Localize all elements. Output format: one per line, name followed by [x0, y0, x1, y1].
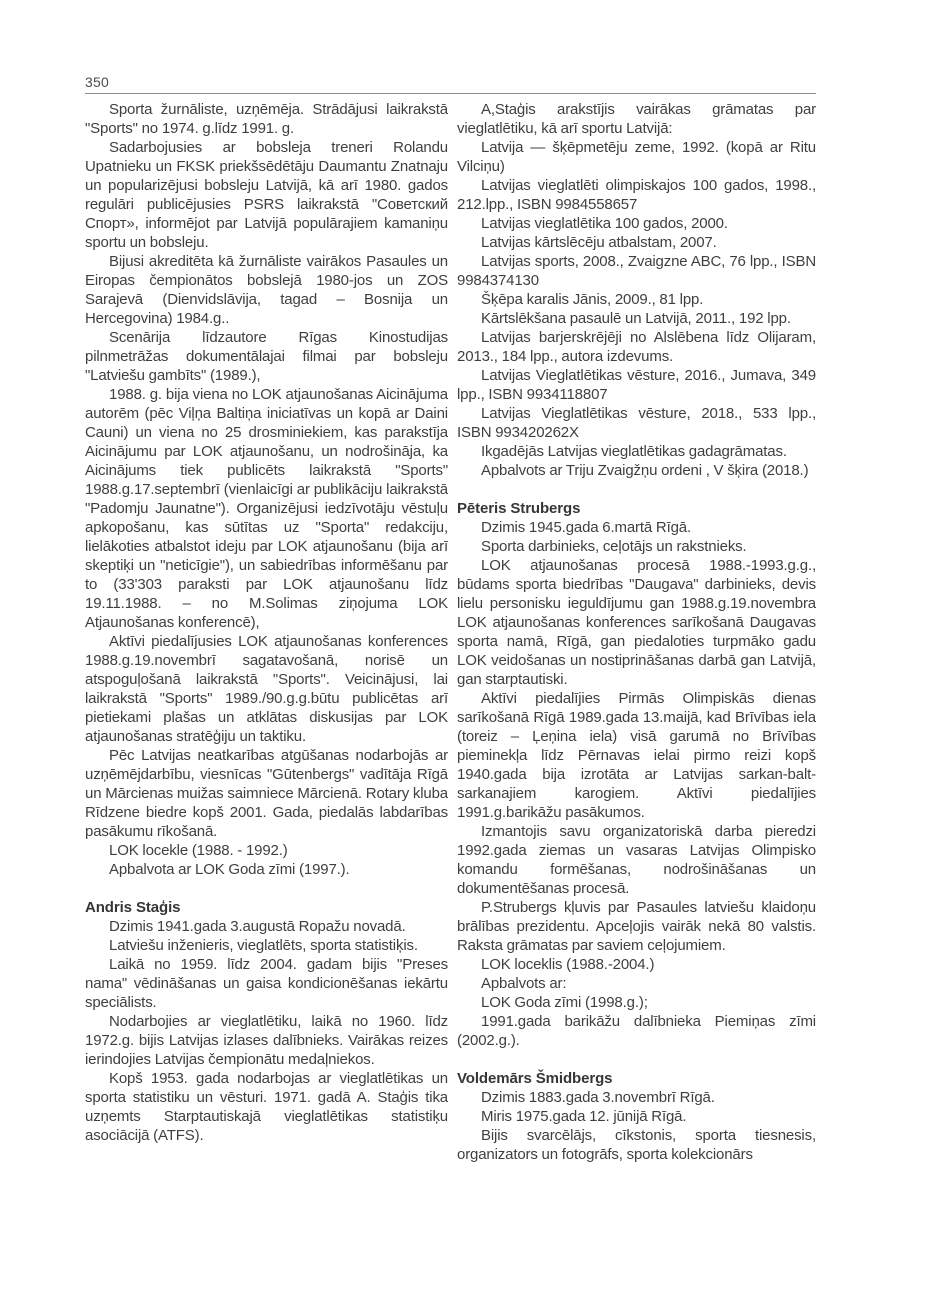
paragraph: Scenārija līdzautore Rīgas Kinostudijas pilnmetrāžas dokumentālajai filmai par bobsleju "Latviešu gambīts" (1989.), [85, 329, 448, 384]
paragraph: A,Staģis arakstījis vairākas grāmatas par vieglatlētiku, kā arī sportu Latvijā: [457, 101, 816, 137]
paragraph: LOK loceklis (1988.-2004.) [481, 956, 655, 973]
paragraph: P.Strubergs kļuvis par Pasaules latviešu klaidoņu brālības prezidentu. Apceļojis vairāk nekā 80 valstis. Raksta grāmatas par saviem ceļojumiem. [457, 899, 816, 954]
book-page [0, 74, 930, 1164]
paragraph: Dzimis 1883.gada 3.novembrī Rīgā. [481, 1089, 715, 1106]
paragraph: Aktīvi piedalījies Pirmās Olimpiskās dienas sarīkošanā Rīgā 1989.gada 13.maijā, kad Brīvības iela (toreiz – Ļeņina iela) visā garumā no Brīvības pieminekļa līdz Pērnavas ielai pirmo reizi kopš 1940.gada bija izrotāta ar Latvijas sarkan-balt-sarkanajiem karogiem. Aktīvi piedalījies 1991.g.barikāžu pasākumos. [457, 690, 816, 821]
paragraph: Sporta darbinieks, ceļotājs un rakstnieks. [481, 538, 747, 555]
paragraph: LOK atjaunošanas procesā 1988.-1993.g.g., būdams sporta biedrības "Daugava" darbinieks, devis lielu personisku ieguldījumu gan 1988.g.19.novembra LOK atjaunošanas konferences sarīkošanā Daugavas sporta namā, Rīgā, gan piedaloties turpmāko gadu LOK veidošanas un nostiprināšanas darbā gan Latvijā, gan starptautiski. [457, 557, 816, 688]
paragraph: Apbalvots ar Triju Zvaigžņu ordeni , V šķira (2018.) [481, 462, 809, 479]
book-list-item: Latvijas vieglatlēti olimpiskajos 100 gados, 1998., 212.lpp., ISBN 9984558657 [457, 177, 816, 213]
paragraph: Bijusi akreditēta kā žurnāliste vairākos Pasaules un Eiropas čempionātos bobslejā 1980-jos un ZOS Sarajevā (Dienvidslāvija, tagad – Bosnija un Hercegovina) 1984.g.. [85, 253, 448, 327]
book-list-item: Latvijas Vieglatlētikas vēsture, 2018., 533 lpp., ISBN 993420262X [457, 405, 816, 441]
book-list-item: Latvijas kārtslēcēju atbalstam, 2007. [481, 234, 717, 251]
paragraph: Miris 1975.gada 12. jūnijā Rīgā. [481, 1108, 687, 1125]
right-column [457, 100, 816, 1164]
paragraph: Dzimis 1945.gada 6.martā Rīgā. [481, 519, 692, 536]
left-column [85, 100, 448, 1164]
page-content [85, 100, 816, 1164]
book-list-item: Latvijas vieglatlētika 100 gados, 2000. [481, 215, 728, 232]
paragraph: 1991.gada barikāžu dalībnieka Piemiņas zīmi (2002.g.). [457, 1013, 816, 1049]
person-heading-voldemars-smidbergs: Voldemārs Šmidbergs [457, 1070, 613, 1087]
paragraph: Sadarbojusies ar bobsleja treneri Rolandu Upatnieku un FKSK priekšsēdētāju Daumantu Znatnaju un popularizējusi bobsleju Latvijā, kā arī 1980. gados regulāri publicējusies PSRS laikrakstā "Советский Спорт», informējot par Latvijā populārajiem kamaniņu sportu un bobsleju. [85, 139, 448, 251]
paragraph: Bijis svarcēlājs, cīkstonis, sporta tiesnesis, organizators un fotogrāfs, sporta kolekcionārs [457, 1127, 816, 1163]
book-list-item: Kārtslēkšana pasaulē un Latvijā, 2011., 192 lpp. [481, 310, 791, 327]
book-list-item: Latvijas sports, 2008., Zvaigzne ABC, 76 lpp., ISBN 9984374130 [457, 253, 816, 289]
paragraph: Apbalvots ar: [481, 975, 567, 992]
book-list-item: Latvijas Vieglatlētikas vēsture, 2016., Jumava, 349 lpp., ISBN 9934118807 [457, 367, 816, 403]
book-list-item: Latvijas barjerskrējēji no Alslēbena līdz Olijaram, 2013., 184 lpp., autora izdevums. [457, 329, 816, 365]
book-list-item: Latvija — šķēpmetēju zeme, 1992. (kopā ar Ritu Vilciņu) [457, 139, 816, 175]
person-heading-andris-stagis: Andris Staģis [85, 899, 181, 916]
paragraph: Laikā no 1959. līdz 2004. gadam bijis "Preses nama" vēdināšanas un gaisa kondicionēšanas iekārtu speciālists. [85, 956, 448, 1011]
paragraph: Apbalvota ar LOK Goda zīmi (1997.). [109, 861, 350, 878]
paragraph: Nodarbojies ar vieglatlētiku, laikā no 1960. līdz 1972.g. bijis Latvijas izlases dalībnieks. Vairākas reizes ierindojies Latvijas čempionātu medaļniekos. [85, 1013, 448, 1068]
paragraph: Ikgadējās Latvijas vieglatlētikas gadagrāmatas. [481, 443, 787, 460]
paragraph: Kopš 1953. gada nodarbojas ar vieglatlētikas un sporta statistiku un vēsturi. 1971. gadā A. Staģis tika uzņemts Starptautiskajā vieglatlētikas statistiķu asociācijā (ATFS). [85, 1070, 448, 1144]
paragraph: 1988. g. bija viena no LOK atjaunošanas Aicinājuma autorēm (pēc Viļņa Baltiņa iniciatīvas un kopā ar Daini Cauni) un viena no 25 drosminiekiem, kas parakstīja Aicinājumu par LOK atjaunošanu, un nodrošināja, ka Aicinājums tiek publicēts laikrakstā "Sports" 1988.g.17.septembrī (vienlaicīgi ar publikāciju laikrakstā "Padomju Jaunatne"). Organizējusi iedzīvotāju vēstuļu apkopošanu, kas sūtītas uz "Sporta" redakciju, lielākoties atbalstot ideju par LOK atjaunošanu (bija arī skeptiķi un "neticīgie"), un sabiedrības informēšanu par to (33'303 paraksti par LOK atjaunošanu līdz 19.11.1988. – no M.Solimas ziņojuma LOK Atjaunošanas konferencē), [85, 386, 448, 631]
paragraph: LOK Goda zīmi (1998.g.); [481, 994, 648, 1011]
paragraph: Latviešu inženieris, vieglatlēts, sporta statistiķis. [109, 937, 418, 954]
paragraph: LOK locekle (1988. - 1992.) [109, 842, 288, 859]
paragraph: Dzimis 1941.gada 3.augustā Ropažu novadā. [109, 918, 406, 935]
paragraph: Sporta žurnāliste, uzņēmēja. Strādājusi laikrakstā "Sports" no 1974. g.līdz 1991. g. [85, 101, 448, 137]
page-header [85, 74, 816, 94]
book-list-item: Šķēpa karalis Jānis, 2009., 81 lpp. [481, 291, 704, 308]
person-heading-peteris-strubergs: Pēteris Strubergs [457, 500, 581, 517]
paragraph: Izmantojis savu organizatoriskā darba pieredzi 1992.gada ziemas un vasaras Latvijas Olimpisko komandu formēšanas, nodrošināšanas un dokumentēšanas procesā. [457, 823, 816, 897]
paragraph: Aktīvi piedalījusies LOK atjaunošanas konferences 1988.g.19.novembrī sagatavošanā, norisē un atspoguļošanā laikrakstā "Sports". Veicinājusi, lai laikrakstā "Sports" 1989./90.g.g.būtu publicētas arī pietiekami plašas un atklātas diskusijas par LOK atjaunošanas stratēģiju un taktiku. [85, 633, 448, 745]
paragraph: Pēc Latvijas neatkarības atgūšanas nodarbojās ar uzņēmējdarbību, viesnīcas "Gūtenbergs" vadītāja Rīgā un Mārcienas muižas saimniece Mārcienā. Rotary kluba Rīdzene biedre kopš 2001. Gada, piedalās labdarības pasākumu rīkošanā. [85, 747, 448, 840]
page-number: 350 [85, 74, 109, 90]
